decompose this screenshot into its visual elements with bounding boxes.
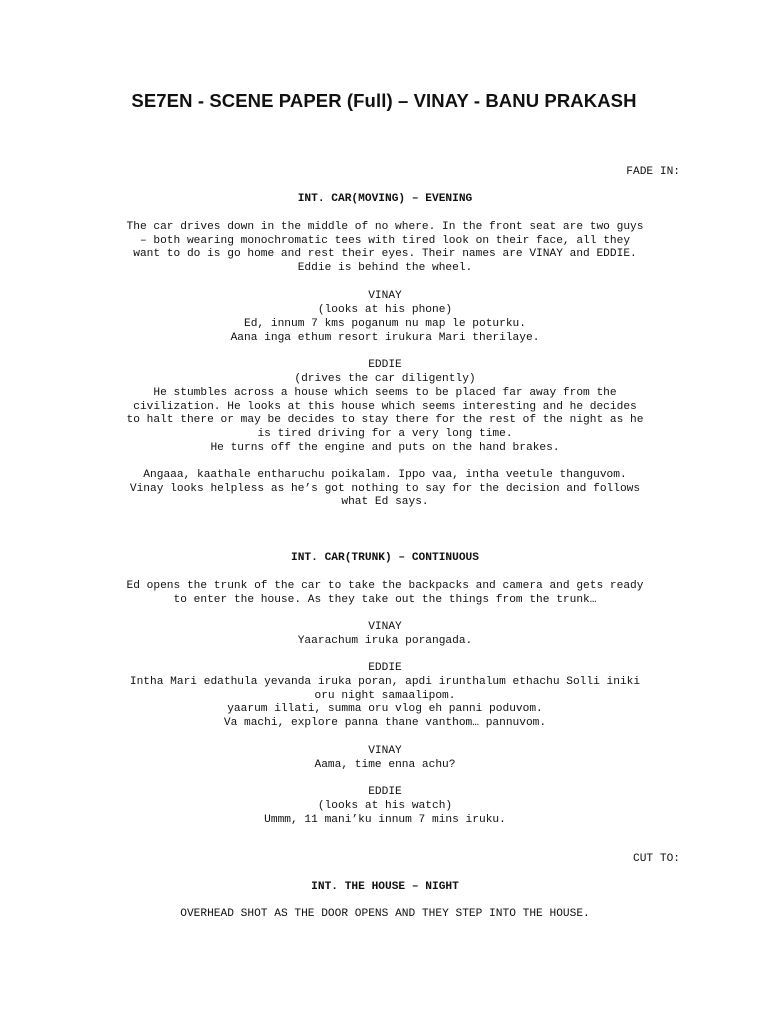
scene-2-dialogue-eddie: Intha Mari edathula yevanda iruka poran, apdi irunthalum ethachu Solli iniki oru night samaalipom. yaarum illati, summa oru vlog eh panni poduvom. Va machi, explore panna thane vanthom… pannuvom. (129, 676, 641, 730)
scene-2-character-eddie: EDDIE (368, 662, 402, 674)
scene-2-character-vinay: VINAY (368, 621, 402, 633)
scene-1-action: The car drives down in the middle of no where. In the front seat are two guys – both wearing monochromatic tees with tired look on their face, all they want to do is go home and rest their eyes. Their names are VINAY and EDDIE. Eddie is behind the wheel. (126, 221, 644, 275)
transition-cut-to: CUT TO: (633, 853, 680, 865)
scene-heading-3: INT. THE HOUSE – NIGHT (311, 881, 459, 893)
scene-1-parenthetical-eddie: (drives the car diligently) (294, 373, 476, 385)
scene-2-dialogue-eddie-2: Ummm, 11 mani’ku innum 7 mins iruku. (264, 814, 506, 826)
scene-1-character-vinay: VINAY (368, 290, 402, 302)
scene-2-character-eddie-2: EDDIE (368, 786, 402, 798)
scene-1-dialogue-vinay: Ed, innum 7 kms poganum nu map le poturku. Aana inga ethum resort irukura Mari therilaye. (230, 318, 540, 344)
scene-1-parenthetical-vinay: (looks at his phone) (317, 304, 453, 316)
document-title: SE7EN - SCENE PAPER (Full) – VINAY - BANU PRAKASH (131, 90, 637, 111)
scene-2-dialogue-vinay: Yaarachum iruka porangada. (297, 635, 473, 647)
transition-fade-in: FADE IN: (626, 166, 680, 178)
scene-1-character-eddie: EDDIE (368, 359, 402, 371)
scene-2-character-vinay-2: VINAY (368, 745, 402, 757)
scene-2-action: Ed opens the trunk of the car to take the backpacks and camera and gets ready to enter the house. As they take out the things from the trunk… (126, 580, 644, 606)
scene-heading-2: INT. CAR(TRUNK) – CONTINUOUS (291, 552, 479, 564)
scene-1-dialogue-eddie: He stumbles across a house which seems to be placed far away from the civilization. He looks at this house which seems interesting and he decides to halt there or may be decides to stay there for the rest of the night as he is tired driving for a very long time. He turns off the engine and puts on the hand brakes. (126, 387, 644, 454)
scene-2-parenthetical-eddie-2: (looks at his watch) (317, 800, 453, 812)
scene-heading-1: INT. CAR(MOVING) – EVENING (297, 193, 473, 205)
scene-2-dialogue-vinay-2: Aama, time enna achu? (314, 759, 456, 771)
scene-3-action: OVERHEAD SHOT AS THE DOOR OPENS AND THEY STEP INTO THE HOUSE. (180, 908, 590, 920)
scene-1-action-2: Angaaa, kaathale entharuchu poikalam. Ippo vaa, intha veetule thanguvom. Vinay looks helpless as he’s got nothing to say for the decision and follows what Ed says. (129, 469, 641, 509)
